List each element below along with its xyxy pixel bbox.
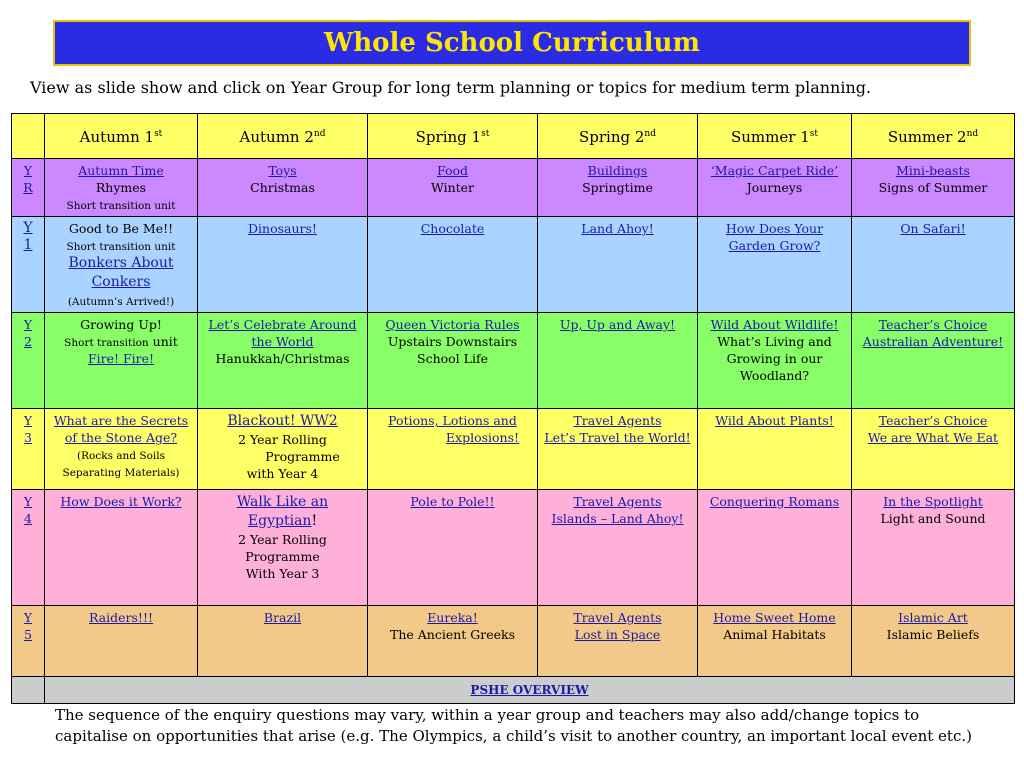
topic-link[interactable]: In the Spotlight [883, 494, 983, 509]
topic-text-3: with Year 4 [246, 466, 319, 481]
topic-link[interactable]: Queen Victoria Rules [385, 317, 520, 332]
cell-y4-summer-1 [698, 490, 852, 606]
cell-y5-summer-2 [852, 606, 1015, 677]
topic-link[interactable]: Autumn Time [78, 163, 164, 178]
cell-yr-summer-1 [698, 159, 852, 217]
row-year-2 [12, 313, 1015, 409]
topic-link[interactable]: Australian Adventure! [862, 334, 1004, 349]
topic-text: Upstairs Downstairs [387, 334, 518, 349]
topic-note: (Rocks and Soils Separating Materials) [62, 450, 180, 479]
cell-y2-summer-2 [852, 313, 1015, 409]
cell-yr-autumn-2 [198, 159, 368, 217]
topic-link[interactable]: Pole to Pole!! [410, 494, 495, 509]
row-pshe [12, 677, 1015, 704]
year-group-link-y5[interactable]: Y 5 [12, 606, 45, 677]
topic-link-2[interactable]: Let’s Travel the World! [544, 430, 691, 445]
topic-link[interactable]: Eureka! [427, 610, 478, 625]
topic-link[interactable]: Walk Like an Egyptian [236, 494, 329, 529]
topic-text: Journeys [746, 180, 803, 195]
cell-y3-summer-2 [852, 409, 1015, 490]
intro-text: View as slide show and click on Year Group for long term planning or topics for medium term planning. [30, 78, 872, 97]
cell-y1-spring-2 [538, 217, 698, 313]
year-group-link-yr[interactable]: Y R [12, 159, 45, 217]
topic-text: Light and Sound [880, 511, 986, 526]
topic-link[interactable]: How Does Your Garden Grow? [725, 221, 824, 253]
cell-y4-autumn-1 [45, 490, 198, 606]
year-group-link-y2[interactable]: Y 2 [12, 313, 45, 409]
year-group-link-y3[interactable]: Y 3 [12, 409, 45, 490]
topic-link[interactable]: How Does it Work? [60, 494, 182, 509]
cell-y4-spring-2 [538, 490, 698, 606]
topic-text: Good to Be Me!! [68, 221, 174, 236]
topic-link-2[interactable]: Explosions! [445, 430, 520, 445]
topic-link[interactable]: Raiders!!! [88, 610, 153, 625]
topic-text: Winter [430, 180, 475, 195]
curriculum-table [11, 113, 1015, 704]
cell-y4-spring-1 [368, 490, 538, 606]
row-year-3 [12, 409, 1015, 490]
cell-y3-spring-2 [538, 409, 698, 490]
pshe-cell [45, 677, 1015, 704]
year-group-link-y4[interactable]: Y 4 [12, 490, 45, 606]
topic-link-teachers-choice[interactable]: Teacher’s Choice [878, 317, 988, 332]
term-header-autumn-2: Autumn 2nd [198, 114, 368, 159]
topic-link[interactable]: Conquering Romans [709, 494, 840, 509]
topic-link-tail: ! [311, 513, 318, 529]
topic-text: 2 Year Rolling [238, 432, 327, 447]
cell-y2-autumn-2 [198, 313, 368, 409]
topic-link[interactable]: Up, Up and Away! [559, 317, 676, 332]
topic-link[interactable]: Land Ahoy! [581, 221, 654, 236]
cell-y1-autumn-1 [45, 217, 198, 313]
topic-link[interactable]: Travel Agents [573, 494, 662, 509]
topic-link[interactable]: Fire! Fire! [87, 351, 155, 366]
topic-text: The Ancient Greeks [389, 627, 516, 642]
year-group-link-y1[interactable]: Y 1 [12, 217, 45, 313]
topic-text: What’s Living and Growing in our Woodland? [717, 334, 832, 383]
cell-yr-summer-2 [852, 159, 1015, 217]
topic-text: Christmas [250, 180, 315, 195]
topic-note-2: (Autumn’s Arrived!) [67, 296, 175, 308]
cell-y5-spring-1 [368, 606, 538, 677]
page-title: Whole School Curriculum [324, 28, 700, 58]
topic-note: Short transition [64, 337, 149, 349]
topic-text-2: School Life [417, 351, 488, 366]
topic-link[interactable]: Chocolate [420, 221, 485, 236]
pshe-overview-link[interactable]: PSHE OVERVIEW [470, 682, 589, 697]
topic-note-tail: unit [148, 334, 178, 349]
topic-text-2: With Year 3 [245, 566, 320, 581]
cell-y1-autumn-2 [198, 217, 368, 313]
topic-link[interactable]: Islamic Art [898, 610, 968, 625]
cell-y3-autumn-1 [45, 409, 198, 490]
cell-yr-spring-1 [368, 159, 538, 217]
row-year-r [12, 159, 1015, 217]
term-header-autumn-1: Autumn 1st [45, 114, 198, 159]
corner-cell [12, 114, 45, 159]
topic-link[interactable]: ‘Magic Carpet Ride’ [710, 163, 839, 178]
cell-y2-autumn-1 [45, 313, 198, 409]
topic-link[interactable]: Travel Agents [573, 413, 662, 428]
topic-link[interactable]: What are the Secrets of the Stone Age? [53, 413, 189, 445]
topic-link[interactable]: Buildings [587, 163, 648, 178]
pshe-corner-cell [12, 677, 45, 704]
topic-link[interactable]: Wild About Wildlife! [710, 317, 839, 332]
topic-link-2[interactable]: We are What We Eat [867, 430, 999, 445]
row-year-5 [12, 606, 1015, 677]
topic-text-2: Programme [265, 449, 340, 464]
cell-y2-spring-1 [368, 313, 538, 409]
term-header-spring-1: Spring 1st [368, 114, 538, 159]
cell-y5-summer-1 [698, 606, 852, 677]
topic-note: Short transition unit [66, 200, 176, 212]
cell-y1-summer-2 [852, 217, 1015, 313]
topic-text: Signs of Summer [878, 180, 988, 195]
topic-text: Growing Up! [80, 317, 162, 332]
topic-link[interactable]: Wild About Plants! [715, 413, 834, 428]
topic-link[interactable]: Travel Agents [573, 610, 662, 625]
topic-link[interactable]: Teacher’s Choice [878, 413, 988, 428]
cell-y2-summer-1 [698, 313, 852, 409]
topic-link[interactable]: Brazil [263, 610, 302, 625]
cell-y3-spring-1 [368, 409, 538, 490]
topic-text: Springtime [582, 180, 653, 195]
topic-text: Animal Habitats [723, 627, 826, 642]
topic-text: Hanukkah/Christmas [215, 351, 350, 366]
cell-y4-autumn-2 [198, 490, 368, 606]
topic-link[interactable]: Blackout! WW2 [227, 413, 338, 429]
cell-y5-autumn-1 [45, 606, 198, 677]
cell-y2-spring-2 [538, 313, 698, 409]
topic-link[interactable]: Mini-beasts [896, 163, 970, 178]
topic-link[interactable]: On Safari! [900, 221, 966, 236]
topic-note: Short transition unit [66, 241, 176, 253]
topic-link-2[interactable]: Islands – Land Ahoy! [551, 511, 684, 526]
cell-y3-autumn-2 [198, 409, 368, 490]
footer-note: The sequence of the enquiry questions may vary, within a year group and teachers may also add/change topics to capitalise on opportunities that arise (e.g. The Olympics, a child’s visit to another country, an important local event etc.) [55, 706, 972, 745]
cell-yr-autumn-1 [45, 159, 198, 217]
topic-link[interactable]: Toys [268, 163, 297, 178]
topic-link[interactable]: Food [436, 163, 469, 178]
cell-y1-spring-1 [368, 217, 538, 313]
cell-y5-spring-2 [538, 606, 698, 677]
topic-link[interactable]: Home Sweet Home [713, 610, 836, 625]
cell-yr-spring-2 [538, 159, 698, 217]
term-header-summer-2: Summer 2nd [852, 114, 1015, 159]
topic-link[interactable]: Dinosaurs! [248, 221, 317, 236]
title-banner [53, 20, 971, 66]
cell-y4-summer-2 [852, 490, 1015, 606]
topic-link[interactable]: Bonkers About Conkers [68, 255, 174, 290]
cell-y3-summer-1 [698, 409, 852, 490]
cell-y1-summer-1 [698, 217, 852, 313]
term-header-spring-2: Spring 2nd [538, 114, 698, 159]
topic-link[interactable]: Let’s Celebrate Around the World [208, 317, 357, 349]
topic-text: Rhymes [95, 180, 147, 195]
topic-link[interactable]: Potions, Lotions and [388, 413, 517, 428]
topic-text: Islamic Beliefs [886, 627, 980, 642]
topic-link-2[interactable]: Lost in Space [574, 627, 661, 642]
row-year-4 [12, 490, 1015, 606]
row-year-1 [12, 217, 1015, 313]
topic-text: 2 Year Rolling Programme [238, 532, 327, 564]
term-header-summer-1: Summer 1st [698, 114, 852, 159]
cell-y5-autumn-2 [198, 606, 368, 677]
header-row [12, 114, 1015, 159]
